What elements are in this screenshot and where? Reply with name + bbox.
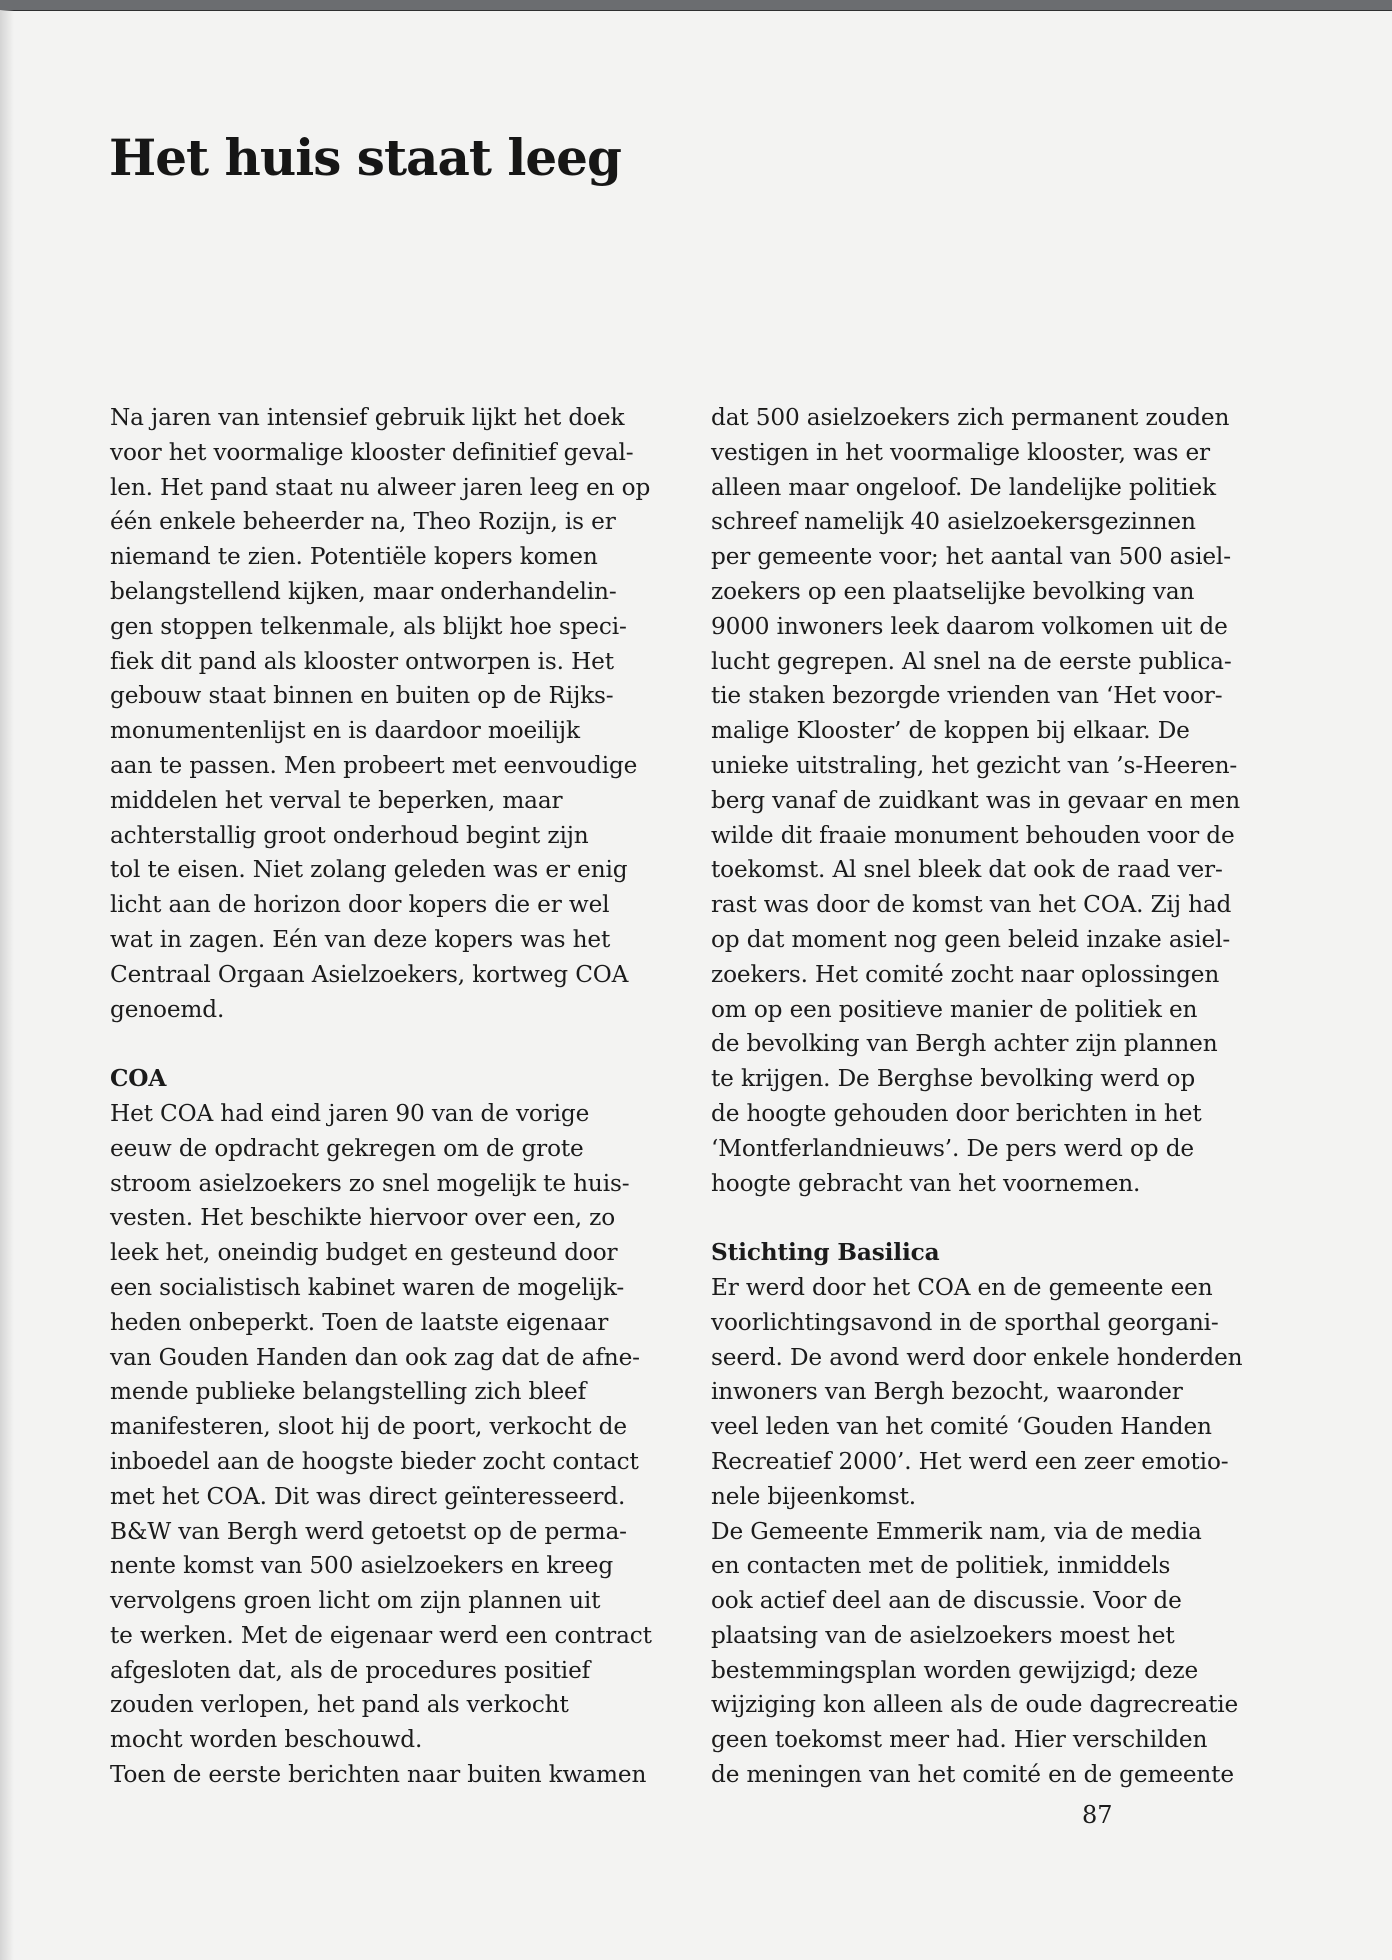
left-column xyxy=(110,401,690,1793)
left-paragraph-1 xyxy=(110,401,690,1027)
right-paragraph-2 xyxy=(711,1271,1291,1515)
section-heading-stichting-basilica: Stichting Basilica xyxy=(711,1239,940,1267)
text-line: plaatsing van de asielzoekers moest het xyxy=(711,1621,1175,1649)
text-line: zoekers. Het comité zocht naar oplossingen xyxy=(711,960,1220,988)
text-line: stroom asielzoekers zo snel mogelijk te huis- xyxy=(110,1169,630,1197)
section-heading-coa: COA xyxy=(110,1065,167,1093)
text-line: veel leden van het comité ‘Gouden Handen xyxy=(711,1413,1212,1441)
text-line: geen toekomst meer had. Hier verschilden xyxy=(711,1726,1208,1754)
text-line: aan te passen. Men probeert met eenvoudige xyxy=(110,751,638,779)
text-line: te werken. Met de eigenaar werd een contract xyxy=(110,1621,652,1649)
text-line: monumentenlijst en is daardoor moeilijk xyxy=(110,717,580,745)
left-paragraph-2 xyxy=(110,1097,690,1758)
text-line: unieke uitstraling, het gezicht van ’s-Heeren- xyxy=(711,751,1238,779)
text-line: om op een positieve manier de politiek en xyxy=(711,995,1198,1023)
text-line: wat in zagen. Eén van deze kopers was het xyxy=(110,925,611,953)
text-line: ‘Montferlandnieuws’. De pers werd op de xyxy=(711,1134,1194,1162)
text-line: voor het voormalige klooster definitief geval- xyxy=(110,438,634,466)
text-line: Er werd door het COA en de gemeente een xyxy=(711,1273,1213,1301)
text-line: en contacten met de politiek, inmiddels xyxy=(711,1552,1171,1580)
text-line: malige Klooster’ de koppen bij elkaar. De xyxy=(711,717,1190,745)
text-line: gebouw staat binnen en buiten op de Rijks- xyxy=(110,682,614,710)
text-line: vervolgens groen licht om zijn plannen uit xyxy=(110,1587,601,1615)
text-line: wilde dit fraaie monument behouden voor de xyxy=(711,821,1235,849)
text-line: mende publieke belangstelling zich bleef xyxy=(110,1378,587,1406)
text-line: berg vanaf de zuidkant was in gevaar en men xyxy=(711,786,1240,814)
text-line: Recreatief 2000’. Het werd een zeer emotio- xyxy=(711,1447,1229,1475)
text-line: niemand te zien. Potentiële kopers komen xyxy=(110,543,598,571)
right-paragraph-3 xyxy=(711,1515,1291,1793)
text-line: wijziging kon alleen als de oude dagrecreatie xyxy=(711,1691,1239,1719)
page-gutter-shadow xyxy=(0,10,14,1960)
text-line: inboedel aan de hoogste bieder zocht contact xyxy=(110,1447,639,1475)
text-line: de meningen van het comité en de gemeente xyxy=(711,1761,1234,1789)
right-paragraph-1 xyxy=(711,401,1291,1201)
text-line: middelen het verval te beperken, maar xyxy=(110,786,563,814)
text-line: mocht worden beschouwd. xyxy=(110,1726,423,1754)
text-line: afgesloten dat, als de procedures positief xyxy=(110,1656,591,1684)
text-line: schreef namelijk 40 asielzoekersgezinnen xyxy=(711,508,1196,536)
text-line: seerd. De avond werd door enkele honderden xyxy=(711,1343,1243,1371)
page-number: 87 xyxy=(1082,1801,1113,1829)
text-line: tol te eisen. Niet zolang geleden was er enig xyxy=(110,856,628,884)
paragraph-gap xyxy=(711,1201,1291,1236)
text-line: fiek dit pand als klooster ontworpen is. Het xyxy=(110,647,614,675)
text-line: eeuw de opdracht gekregen om de grote xyxy=(110,1134,584,1162)
text-line: leek het, oneindig budget en gesteund door xyxy=(110,1239,618,1267)
text-line: nente komst van 500 asielzoekers en kreeg xyxy=(110,1552,614,1580)
page-title: Het huis staat leeg xyxy=(109,128,621,187)
text-line: ook actief deel aan de discussie. Voor de xyxy=(711,1587,1182,1615)
text-line: zouden verlopen, het pand als verkocht xyxy=(110,1691,569,1719)
text-line: lucht gegrepen. Al snel na de eerste publica- xyxy=(711,647,1232,675)
text-line: bestemmingsplan worden gewijzigd; deze xyxy=(711,1656,1199,1684)
text-line: licht aan de horizon door kopers die er wel xyxy=(110,891,610,919)
text-line: zoekers op een plaatselijke bevolking van xyxy=(711,577,1195,605)
text-line: nele bijeenkomst. xyxy=(711,1482,917,1510)
right-column xyxy=(711,401,1291,1793)
text-line: op dat moment nog geen beleid inzake asiel- xyxy=(711,925,1231,953)
text-line: belangstellend kijken, maar onderhandelin- xyxy=(110,577,617,605)
text-line: een socialistisch kabinet waren de mogelijk- xyxy=(110,1273,625,1301)
text-line: Centraal Orgaan Asielzoekers, kortweg COA xyxy=(110,960,629,988)
text-line: Het COA had eind jaren 90 van de vorige xyxy=(110,1099,590,1127)
text-line: B&W van Bergh werd getoetst op de perma- xyxy=(110,1517,627,1545)
text-line: te krijgen. De Berghse bevolking werd op xyxy=(711,1065,1196,1093)
text-line: de hoogte gehouden door berichten in het xyxy=(711,1099,1202,1127)
left-paragraph-3 xyxy=(110,1758,690,1793)
text-line: voorlichtingsavond in de sporthal georgani- xyxy=(711,1308,1219,1336)
text-line: vesten. Het beschikte hiervoor over een, zo xyxy=(110,1204,616,1232)
text-line: De Gemeente Emmerik nam, via de media xyxy=(711,1517,1202,1545)
text-line: genoemd. xyxy=(110,995,225,1023)
text-line: toekomst. Al snel bleek dat ook de raad ver- xyxy=(711,856,1223,884)
text-line: hoogte gebracht van het voornemen. xyxy=(711,1169,1141,1197)
text-line: van Gouden Handen dan ook zag dat de afne- xyxy=(110,1343,640,1371)
text-line: heden onbeperkt. Toen de laatste eigenaar xyxy=(110,1308,609,1336)
text-line: met het COA. Dit was direct geïnteresseerd. xyxy=(110,1482,626,1510)
text-line: alleen maar ongeloof. De landelijke politiek xyxy=(711,473,1216,501)
scan-edge xyxy=(0,0,1392,11)
paragraph-gap xyxy=(110,1027,690,1062)
text-line: achterstallig groot onderhoud begint zijn xyxy=(110,821,589,849)
text-line: één enkele beheerder na, Theo Rozijn, is er xyxy=(110,508,616,536)
text-line: vestigen in het voormalige klooster, was er xyxy=(711,438,1210,466)
text-line: Na jaren van intensief gebruik lijkt het doek xyxy=(110,404,625,431)
text-line: per gemeente voor; het aantal van 500 asiel- xyxy=(711,543,1231,571)
text-line: de bevolking van Bergh achter zijn plannen xyxy=(711,1030,1218,1058)
text-line: rast was door de komst van het COA. Zij had xyxy=(711,891,1232,919)
text-line: Toen de eerste berichten naar buiten kwamen xyxy=(110,1761,647,1789)
text-line: inwoners van Bergh bezocht, waaronder xyxy=(711,1378,1183,1406)
text-line: len. Het pand staat nu alweer jaren leeg en op xyxy=(110,473,651,501)
text-line: dat 500 asielzoekers zich permanent zouden xyxy=(711,404,1230,431)
text-line: tie staken bezorgde vrienden van ‘Het voor- xyxy=(711,682,1223,710)
text-line: 9000 inwoners leek daarom volkomen uit de xyxy=(711,612,1228,640)
text-line: gen stoppen telkenmale, als blijkt hoe speci- xyxy=(110,612,627,640)
text-line: manifesteren, sloot hij de poort, verkocht de xyxy=(110,1413,627,1441)
